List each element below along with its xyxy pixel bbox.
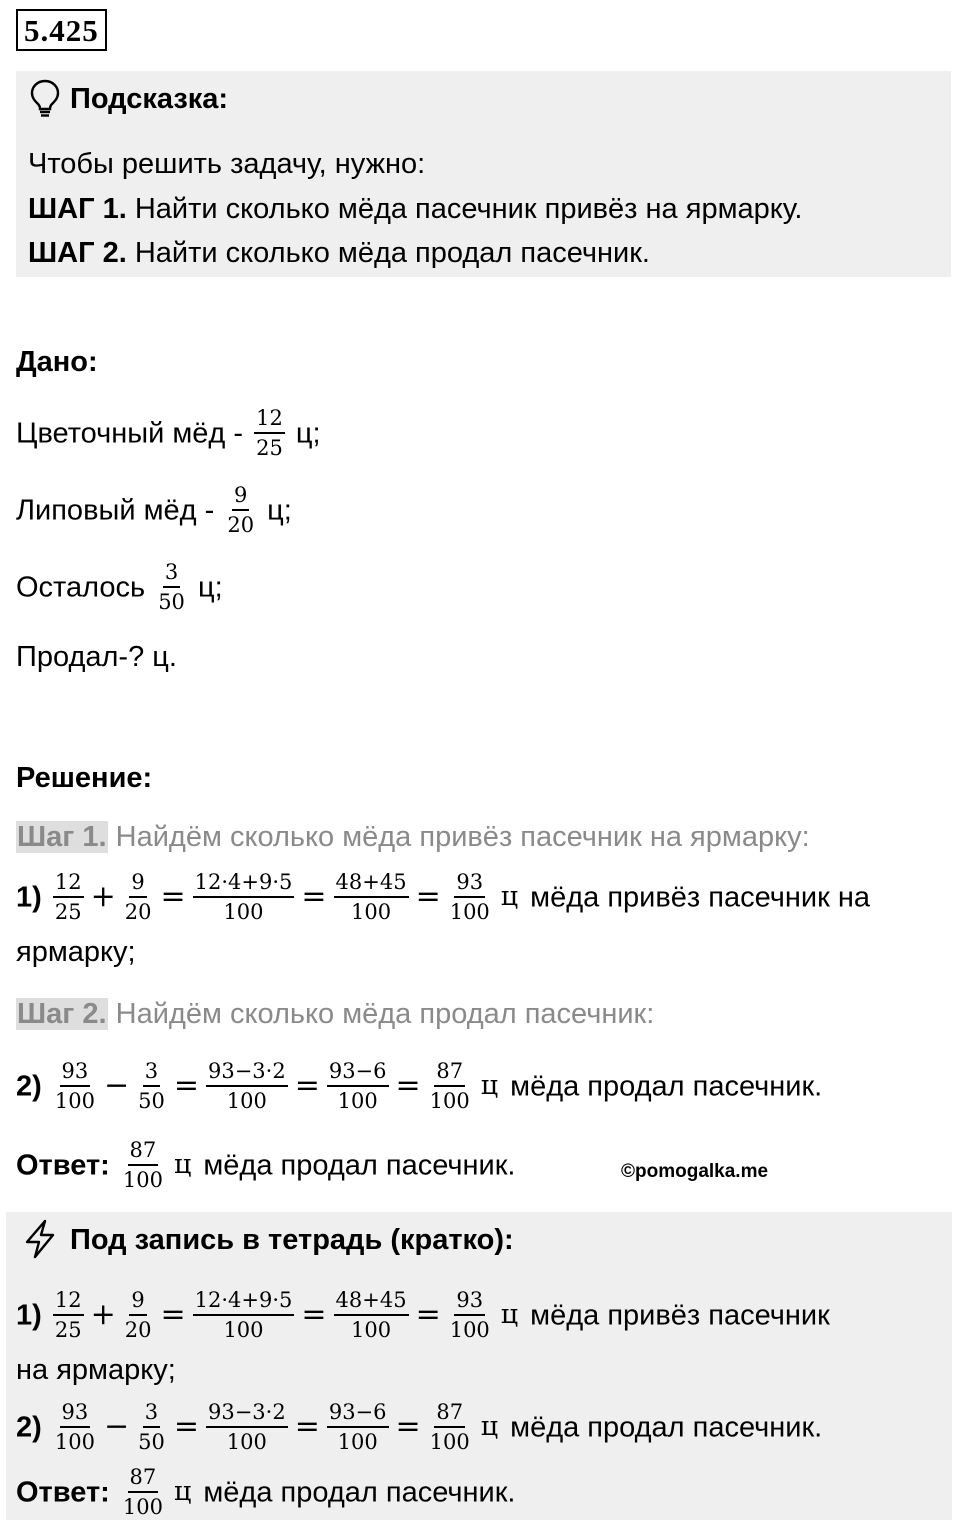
equation-1 xyxy=(16,866,870,927)
lightbulb-icon xyxy=(28,78,62,118)
unit: ц xyxy=(500,1299,519,1331)
denominator: 100 xyxy=(429,1430,470,1455)
step-2-text: Найдём сколько мёда продал пасечник: xyxy=(107,998,655,1030)
equation-2 xyxy=(16,1055,822,1116)
numerator: 93−6 xyxy=(327,1400,389,1428)
fraction xyxy=(136,1059,167,1113)
answer xyxy=(16,1134,515,1195)
unit: ц xyxy=(500,881,519,913)
denominator: 100 xyxy=(337,1089,378,1114)
fraction xyxy=(334,1288,409,1342)
fraction xyxy=(123,870,154,924)
given-flower-fraction xyxy=(254,406,285,460)
hint-step-1-label: ШАГ 1. xyxy=(28,193,127,225)
hint-step-1-text: Найти сколько мёда пасечник привёз на ярмарку. xyxy=(126,193,803,225)
solution-title-text: Решение: xyxy=(16,762,153,794)
denominator: 20 xyxy=(124,900,152,925)
given-flower xyxy=(16,404,321,461)
hint-step-2-label: ШАГ 2. xyxy=(28,237,127,269)
denominator: 100 xyxy=(122,1168,163,1193)
equation-2-text: мёда продал пасечник. xyxy=(510,1070,823,1103)
fraction xyxy=(53,1059,97,1113)
notes-equation-2-prefix: 2) xyxy=(16,1411,42,1444)
hint-step-1 xyxy=(28,191,802,227)
given-linden-label: Липовый мёд - xyxy=(16,494,223,527)
denominator: 100 xyxy=(350,900,392,925)
hint-title: Подсказка: xyxy=(70,83,229,115)
fraction xyxy=(448,870,492,924)
fraction xyxy=(193,1288,295,1342)
given-linden-fraction xyxy=(225,483,256,537)
denominator: 25 xyxy=(256,436,283,461)
solution-step-1 xyxy=(16,819,810,855)
denominator: 100 xyxy=(226,1089,267,1114)
equals-sign: = xyxy=(395,1409,421,1445)
notes-answer-text: мёда продал пасечник. xyxy=(203,1476,516,1509)
equals-sign: = xyxy=(415,1297,441,1333)
plus-sign: + xyxy=(90,879,116,915)
step-1-tag: Шаг 1. xyxy=(17,821,107,853)
numerator: 48+45 xyxy=(334,870,409,898)
denominator: 100 xyxy=(449,900,490,925)
equals-sign: = xyxy=(160,879,186,915)
denominator: 100 xyxy=(449,1318,490,1343)
given-left-fraction xyxy=(156,560,187,614)
denominator: 100 xyxy=(223,1318,264,1343)
denominator: 100 xyxy=(337,1430,378,1455)
equals-sign: = xyxy=(294,1068,320,1104)
answer-label: Ответ: xyxy=(16,1149,110,1182)
step-1-text: Найдём сколько мёда привёз пасечник на ярмарку: xyxy=(107,821,810,853)
numerator: 87 xyxy=(128,1465,159,1493)
denominator: 25 xyxy=(54,1318,82,1343)
hint-intro: Чтобы решить задачу, нужно: xyxy=(28,148,426,180)
denominator: 100 xyxy=(429,1089,470,1114)
equals-sign: = xyxy=(173,1068,199,1104)
denominator: 25 xyxy=(54,900,82,925)
hint-step-2-text: Найти сколько мёда продал пасечник. xyxy=(126,237,650,269)
fraction xyxy=(334,870,409,924)
given-title xyxy=(16,344,98,380)
plus-sign: + xyxy=(90,1297,116,1333)
fraction xyxy=(206,1400,288,1454)
notes-equation-1 xyxy=(16,1284,830,1345)
numerator: 93 xyxy=(60,1059,91,1087)
numerator: 12·4+9·5 xyxy=(193,1288,295,1316)
denominator: 100 xyxy=(223,900,264,925)
notes-answer-fraction xyxy=(121,1465,165,1519)
denominator: 100 xyxy=(54,1430,95,1455)
denominator: 100 xyxy=(226,1430,267,1455)
unit: ц xyxy=(480,1070,499,1102)
numerator: 93 xyxy=(454,1288,485,1316)
numerator: 9 xyxy=(129,1288,146,1316)
notes-equation-1-prefix: 1) xyxy=(16,1299,42,1332)
denominator: 100 xyxy=(122,1495,163,1520)
step-2-tag: Шаг 2. xyxy=(17,998,107,1030)
denominator: 100 xyxy=(54,1089,95,1114)
given-sold: Продал-? ц. xyxy=(16,641,177,673)
answer-fraction xyxy=(121,1138,165,1192)
equation-1-prefix: 1) xyxy=(16,881,42,914)
fraction xyxy=(123,1288,154,1342)
hint-step-2 xyxy=(28,235,650,271)
equation-1-text: мёда привёз пасечник на xyxy=(530,881,870,914)
fraction xyxy=(53,1400,97,1454)
notes-equation-1-text: мёда привёз пасечник xyxy=(530,1299,830,1332)
equals-sign: = xyxy=(294,1409,320,1445)
minus-sign: − xyxy=(103,1409,130,1445)
given-left-unit: ц; xyxy=(189,571,223,604)
given-flower-label: Цветочный мёд - xyxy=(16,417,252,450)
given-left xyxy=(16,558,223,615)
numerator: 87 xyxy=(434,1400,465,1428)
given-linden-unit: ц; xyxy=(259,494,292,527)
fraction xyxy=(428,1400,472,1454)
solution-step-2 xyxy=(16,996,654,1032)
equals-sign: = xyxy=(173,1409,199,1445)
numerator: 12 xyxy=(53,870,84,898)
numerator: 93 xyxy=(454,870,485,898)
equals-sign: = xyxy=(395,1068,421,1104)
minus-sign: − xyxy=(103,1068,130,1104)
denominator: 20 xyxy=(227,513,255,538)
lightning-icon xyxy=(20,1218,60,1260)
notes-equation-1-text-cont: на ярмарку; xyxy=(16,1354,176,1386)
given-left-label: Осталось xyxy=(16,571,154,604)
numerator: 48+45 xyxy=(334,1288,409,1316)
notes-title-text: Под запись в тетрадь (кратко): xyxy=(70,1224,514,1256)
equals-sign: = xyxy=(415,879,441,915)
equation-1-text-cont: ярмарку; xyxy=(16,936,136,968)
notes-equation-2-text: мёда продал пасечник. xyxy=(510,1411,823,1444)
fraction xyxy=(53,870,84,924)
given-title-text: Дано: xyxy=(16,346,98,378)
denominator: 100 xyxy=(350,1318,392,1343)
notes-equation-2 xyxy=(16,1396,822,1457)
numerator: 3 xyxy=(143,1059,160,1087)
numerator: 93−6 xyxy=(327,1059,389,1087)
equals-sign: = xyxy=(301,879,327,915)
numerator: 93−3·2 xyxy=(206,1059,288,1087)
answer-text: мёда продал пасечник. xyxy=(203,1149,516,1182)
equation-2-prefix: 2) xyxy=(16,1070,42,1103)
solution-title xyxy=(16,760,152,796)
numerator: 3 xyxy=(163,560,180,588)
numerator: 3 xyxy=(143,1400,160,1428)
fraction xyxy=(53,1288,84,1342)
numerator: 12·4+9·5 xyxy=(193,870,295,898)
watermark: ©pomogalka.me xyxy=(621,1161,769,1182)
equals-sign: = xyxy=(160,1297,186,1333)
unit: ц xyxy=(173,1149,192,1181)
given-flower-unit: ц; xyxy=(287,417,321,450)
denominator: 20 xyxy=(124,1318,152,1343)
fraction xyxy=(136,1400,167,1454)
numerator: 93−3·2 xyxy=(206,1400,288,1428)
unit: ц xyxy=(480,1411,499,1443)
fraction xyxy=(327,1059,389,1113)
fraction xyxy=(428,1059,472,1113)
numerator: 9 xyxy=(129,870,146,898)
notes-answer xyxy=(16,1461,515,1522)
numerator: 12 xyxy=(53,1288,84,1316)
numerator: 12 xyxy=(254,406,285,434)
denominator: 50 xyxy=(138,1430,165,1455)
equals-sign: = xyxy=(301,1297,327,1333)
given-linden xyxy=(16,481,292,538)
numerator: 93 xyxy=(60,1400,91,1428)
numerator: 87 xyxy=(128,1138,159,1166)
numerator: 87 xyxy=(434,1059,465,1087)
notes-answer-label: Ответ: xyxy=(16,1476,110,1509)
fraction xyxy=(327,1400,389,1454)
numerator: 9 xyxy=(232,483,249,511)
fraction xyxy=(448,1288,492,1342)
task-number: 5.425 xyxy=(16,9,107,51)
fraction xyxy=(193,870,295,924)
denominator: 50 xyxy=(138,1089,165,1114)
unit: ц xyxy=(173,1476,192,1508)
fraction xyxy=(206,1059,288,1113)
denominator: 50 xyxy=(158,590,185,615)
notes-title xyxy=(70,1222,514,1258)
